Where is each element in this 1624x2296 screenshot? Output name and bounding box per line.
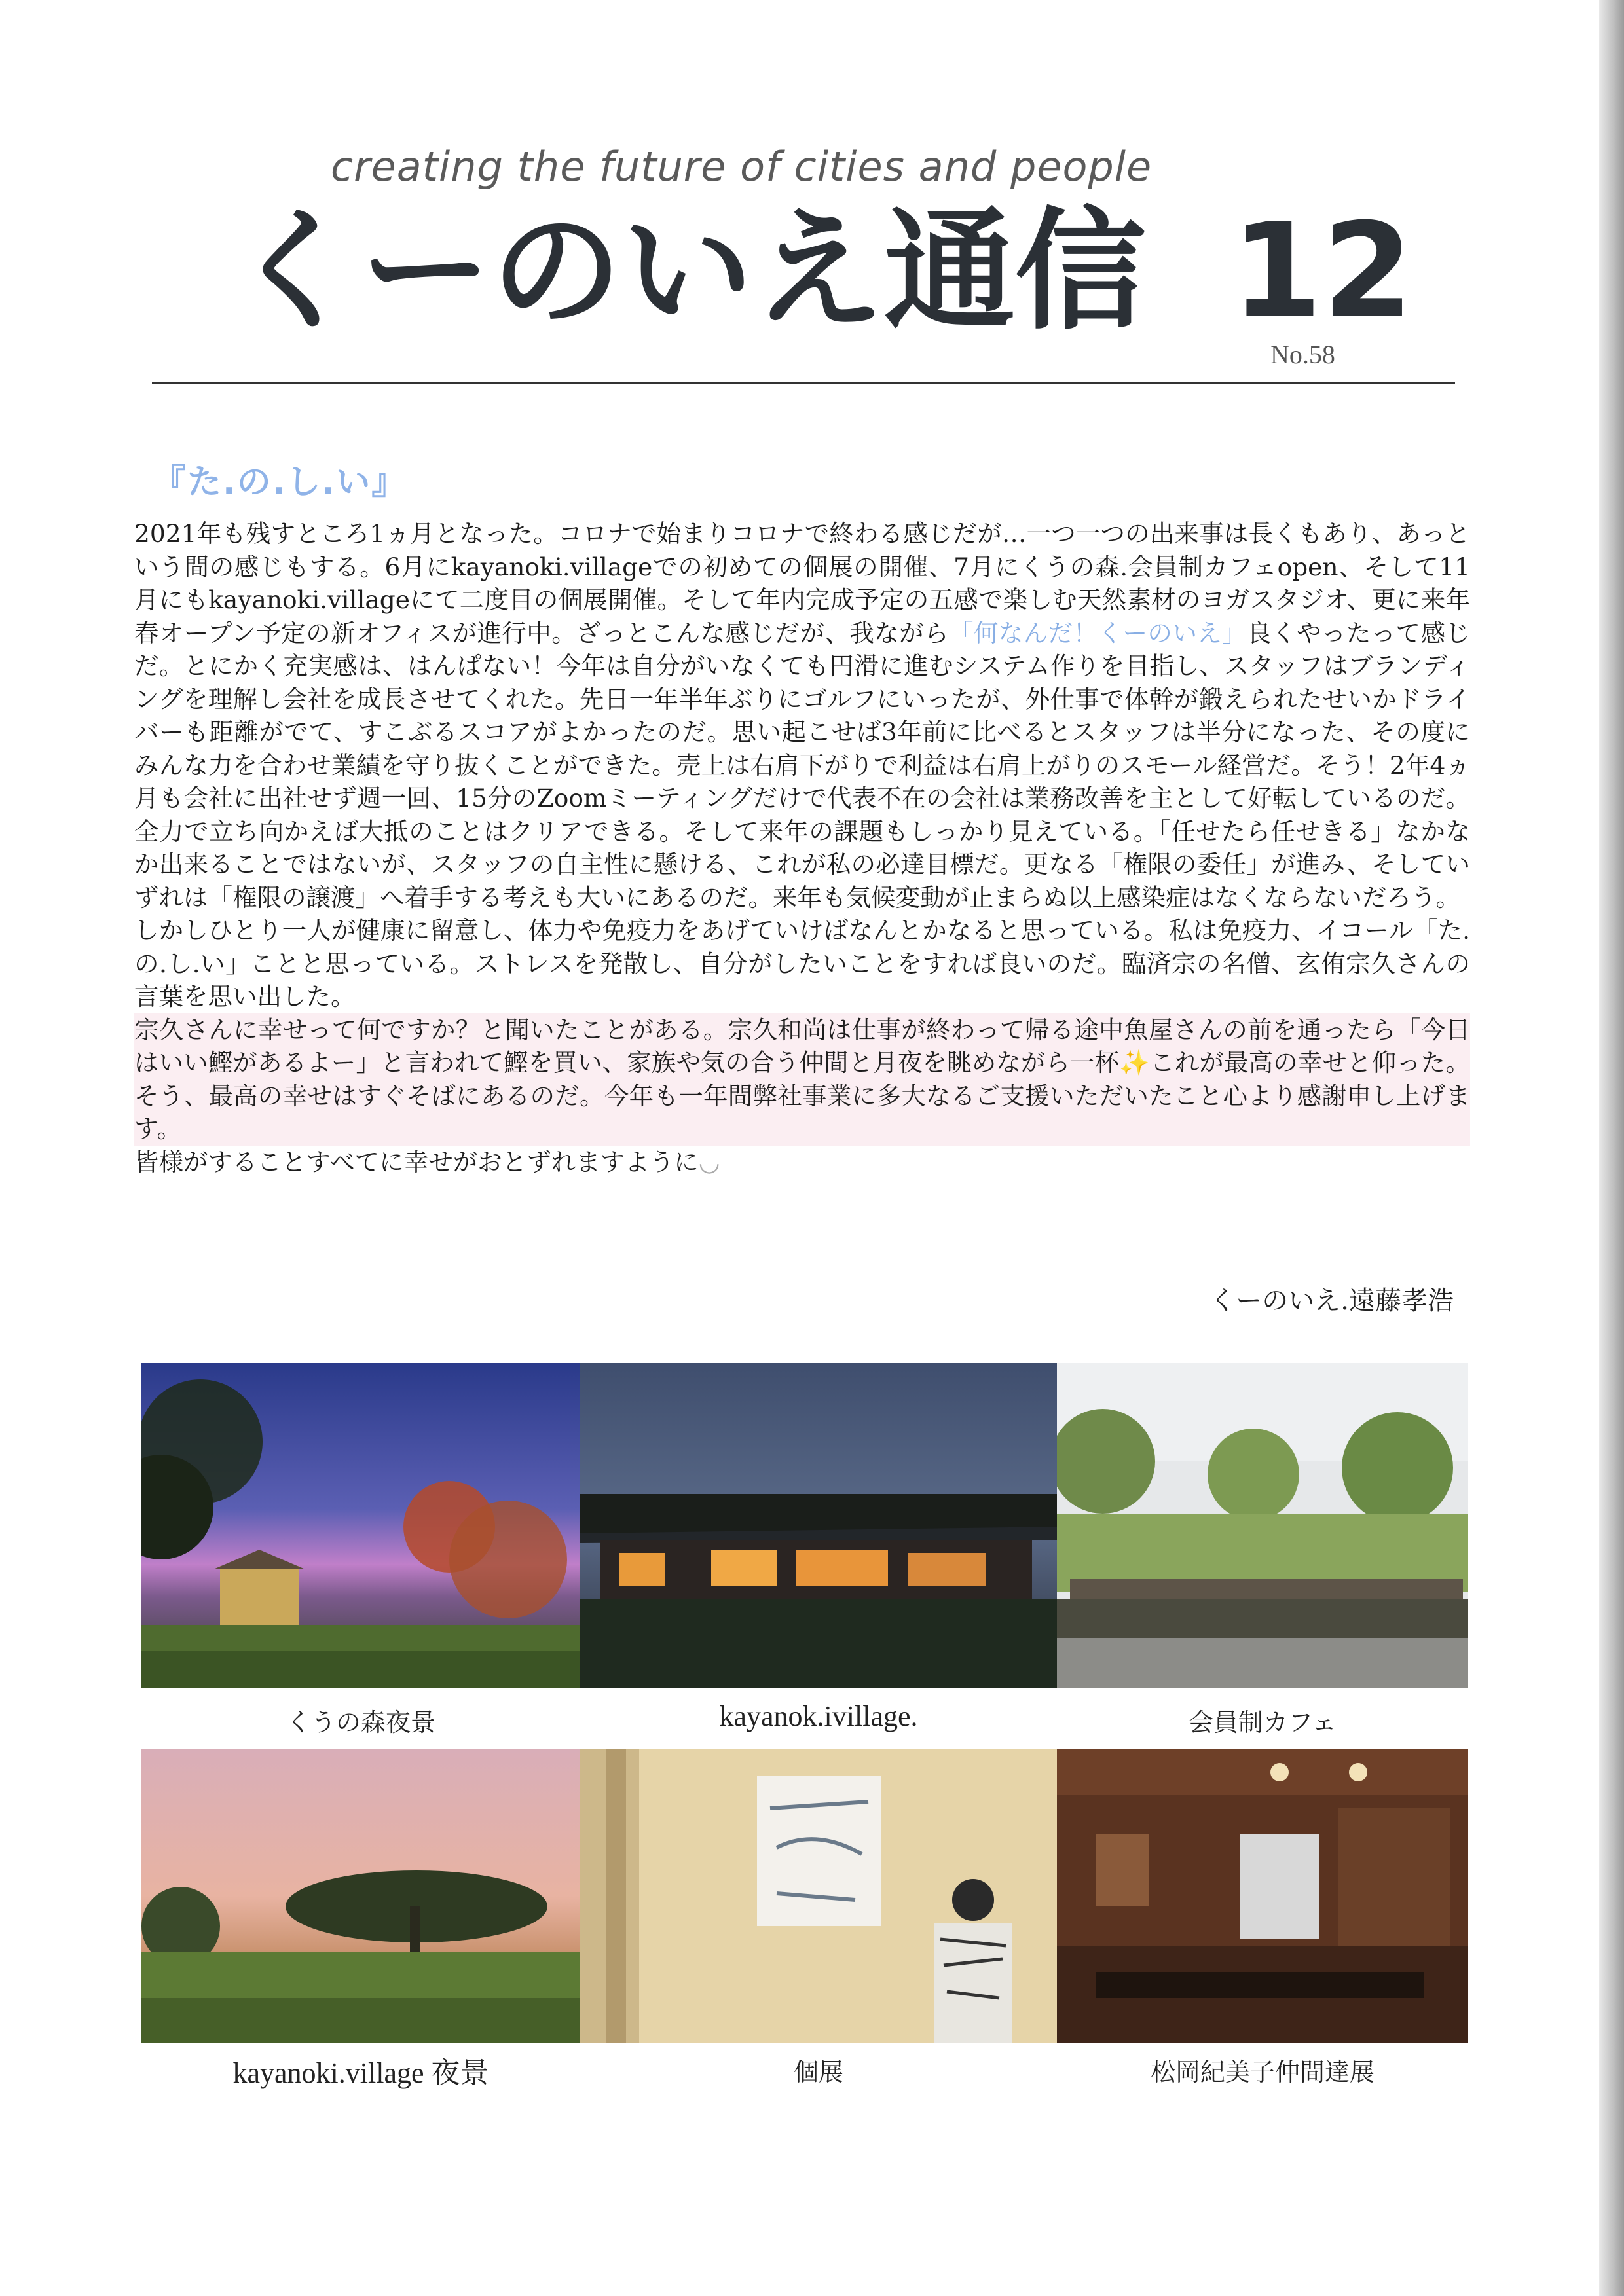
photo-exhibition <box>580 1749 1057 2043</box>
paragraph-4-text: 皆様がすることすべてに幸せがおとずれますように <box>134 1147 699 1176</box>
caption-kayanoki-village: kayanok.ivillage. <box>719 1700 918 1732</box>
caption-kuunomori-night: くうの森夜景 <box>286 1708 435 1737</box>
paragraph-2: しかしひとり一人が健康に留意し、体力や免疫力をあげていけばなんとかなると思っている。私は免疫力、イコール「た.の.し.い」ことと思っている。ストレスを発散し、自分がしたいことをすれば良いのだ。臨済宗の名僧、玄侑宗久さんの言葉を思い出した。 <box>134 916 1470 1011</box>
paragraph-3-part-a: 宗久さんに幸せって何ですか？と聞いたことがある。宗久和尚は仕事が終わって帰る途中魚屋さんの前を通ったら「今日はいい鰹があるよー」と言われて鰹を買い、家族や気の合う仲間と月夜を眺めながら一杯 <box>134 1015 1470 1077</box>
caption-member-cafe: 会員制カフェ <box>1188 1708 1337 1737</box>
paragraph-3 <box>134 1013 1470 1146</box>
scan-edge <box>1599 0 1624 2296</box>
highlight-phrase: 「何なんだ！くーのいえ」 <box>949 618 1247 647</box>
photo-kayanoki-village-night <box>141 1749 580 2043</box>
photo-kayanoki-village <box>580 1363 1057 1688</box>
article-heading: 『た.の.し.い』 <box>152 463 407 502</box>
photo-kuunomori-night <box>141 1363 580 1688</box>
paragraph-3-part-b: これが最高の幸せと仰った。そう、最高の幸せはすぐそばにあるのだ。今年も一年間弊社事業に多大なるご支援いただいたこと心より感謝申し上げます。 <box>134 1048 1470 1143</box>
photo-matsuoka-exhibition <box>1057 1749 1468 2043</box>
issue-number: 12 <box>1231 195 1414 348</box>
smile-icon: ◡ <box>698 1147 720 1176</box>
caption-kayanoki-village-night: kayanoki.village 夜景 <box>232 2057 489 2089</box>
paragraph-4 <box>134 1146 1470 1179</box>
paragraph-1 <box>134 517 1470 914</box>
author-signature: くーのいえ.遠藤孝浩 <box>1209 1286 1454 1316</box>
article-body <box>134 517 1470 1178</box>
paragraph-1-part-a: 2021年も残すところ1ヵ月となった。コロナで始まりコロナで終わる感じだが…一つ一つの出来事は長くもあり、あっという間の感じもする。6月にkayanoki.villageでの初めての個展の開催、7月にくうの森.会員制カフェopen、そして11月にもkayanoki.villageにて二度目の個展開催。そして年内完成予定の五感で楽しむ天然素材のヨガスタジオ、更に来年春オープン予定の新オフィスが進行中。ざっとこんな感じだが、我ながら <box>134 519 1470 647</box>
caption-exhibition: 個展 <box>793 2058 843 2086</box>
caption-matsuoka-exhibition: 松岡紀美子仲間達展 <box>1150 2058 1375 2086</box>
serial-number: No.58 <box>1270 340 1335 369</box>
header-divider <box>152 382 1455 384</box>
tagline: creating the future of cities and people <box>331 143 1153 191</box>
newsletter-title: くーのいえ通信 <box>229 195 1147 348</box>
photo-member-cafe <box>1057 1363 1468 1688</box>
sparkle-icon: ✨ <box>1119 1048 1151 1077</box>
paragraph-1-part-b: 良くやったって感じだ。とにかく充実感は、はんぱない！今年は自分がいなくても円滑に進むシステム作りを目指し、スタッフはブランディングを理解し会社を成長させてくれた。先日一年半年ぶりにゴルフにいったが、外仕事で体幹が鍛えられたせいかドライバーも距離がでて、すこぶるスコアがよかったのだ。思い起こせば3年前に比べるとスタッフは半分になった、その度にみんな力を合わせ業績を守り抜くことができた。売上は右肩下がりで利益は右肩上がりのスモール経営だ。そう！2年4ヵ月も会社に出社せず週一回、15分のZoomミーティングだけで代表不在の会社は業務改善を主として好転しているのだ。全力で立ち向かえば大抵のことはクリアできる。そして来年の課題もしっかり見えている。「任せたら任せきる」なかなか出来ることではないが、スタッフの自主性に懸ける、これが私の必達目標だ。更なる「権限の委任」が進み、そしていずれは「権限の譲渡」へ着手する考えも大いにあるのだ。来年も気候変動が止まらぬ以上感染症はなくならないだろう。 <box>134 618 1471 912</box>
